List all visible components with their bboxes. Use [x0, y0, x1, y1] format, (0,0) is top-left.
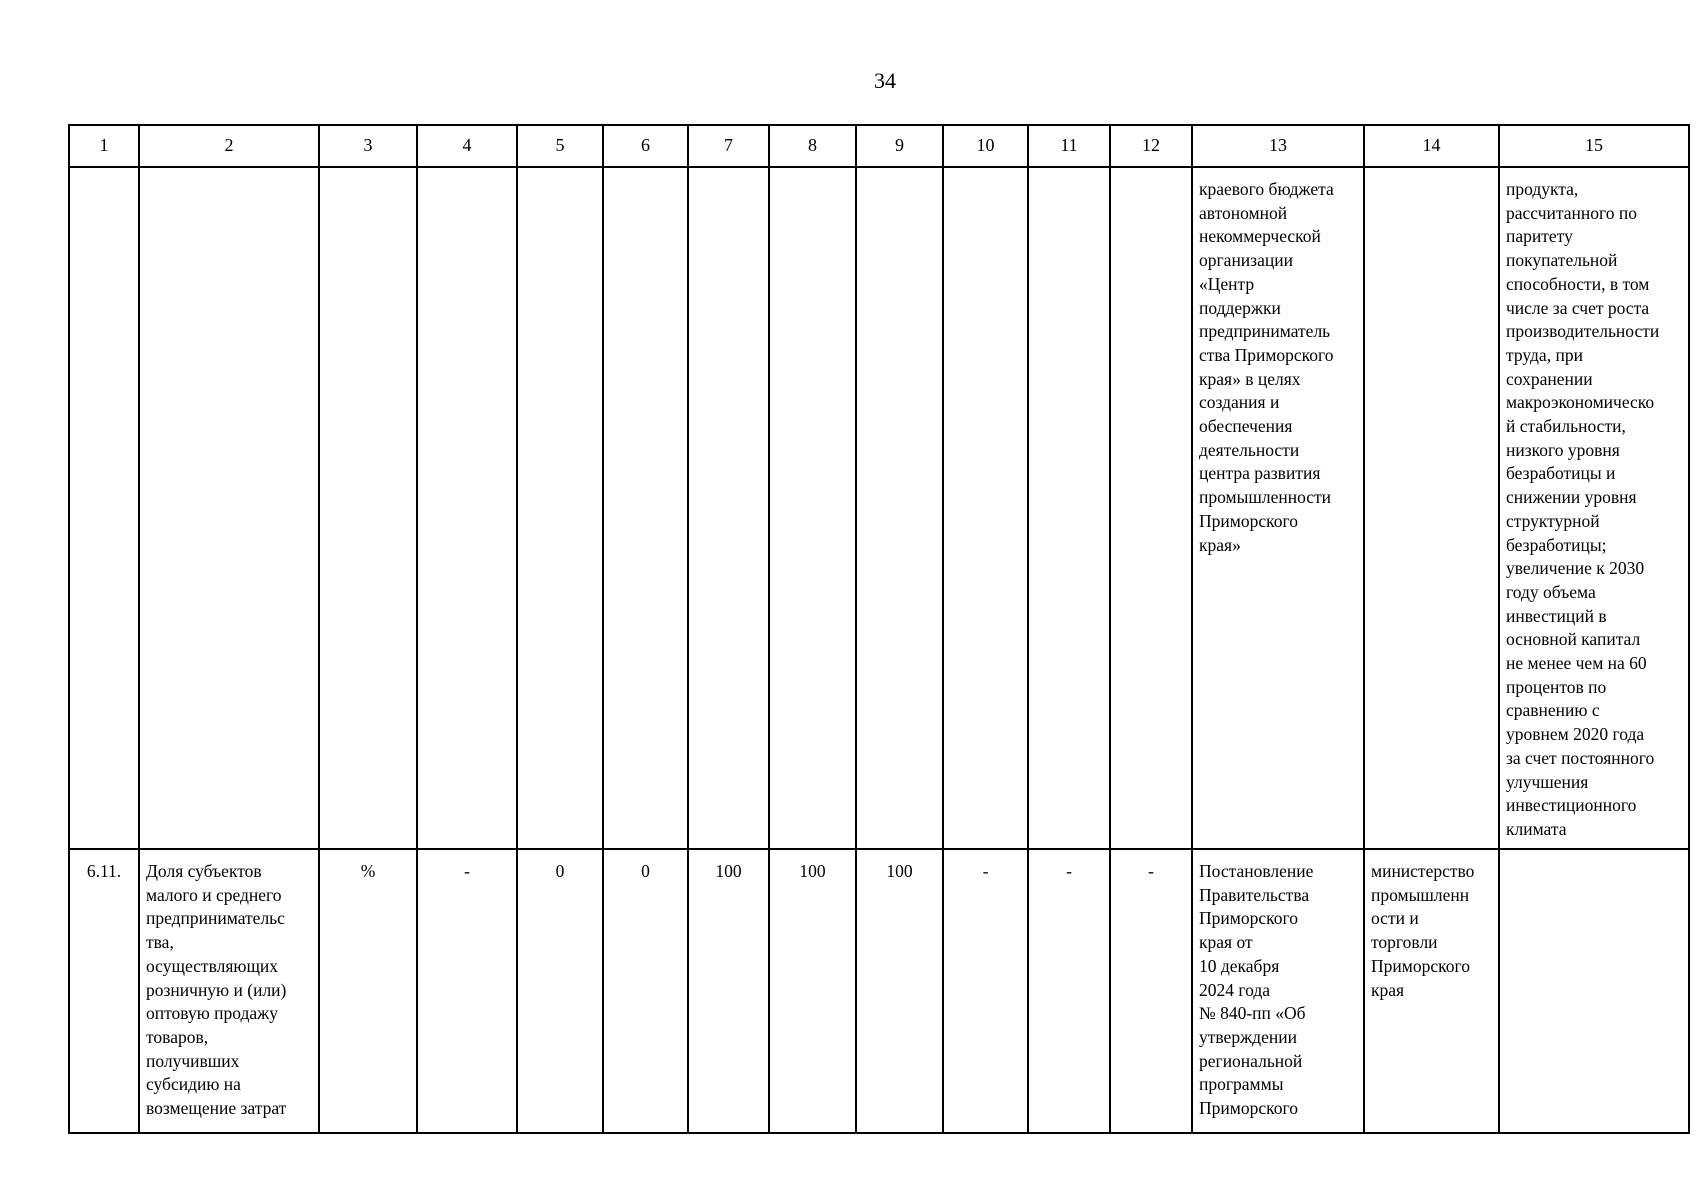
header-col-13: 13 [1192, 125, 1364, 167]
header-col-8: 8 [769, 125, 856, 167]
cont-cell-14 [1364, 167, 1499, 849]
cont-cell-7 [688, 167, 769, 849]
indicator-name: Доля субъектов малого и среднего предпринимательс тва, осуществляющих розничную и (или) оптовую продажу товаров, получивших субсидию на возмещение затрат [139, 849, 319, 1133]
cont-cell-13-legal-basis: краевого бюджета автономной некоммерческой организации «Центр поддержки предприниматель ства Приморского края» в целях создания и обеспечения деятельности центра развития промышленности Приморского края» [1192, 167, 1364, 849]
value-col-11: - [1028, 849, 1110, 1133]
legal-basis: Постановление Правительства Приморского края от 10 декабря 2024 года № 840-пп «Об утверждении региональной программы Приморского [1192, 849, 1364, 1133]
header-col-4: 4 [417, 125, 517, 167]
value-col-6: 0 [603, 849, 688, 1133]
page-number: 34 [874, 68, 896, 93]
column-number-header-row [69, 125, 1689, 167]
header-col-12: 12 [1110, 125, 1192, 167]
value-col-12: - [1110, 849, 1192, 1133]
cont-cell-4 [417, 167, 517, 849]
table-row-6-11 [69, 849, 1689, 1133]
header-col-9: 9 [856, 125, 943, 167]
cont-cell-5 [517, 167, 603, 849]
cont-cell-11 [1028, 167, 1110, 849]
header-col-14: 14 [1364, 125, 1499, 167]
cont-cell-8 [769, 167, 856, 849]
header-col-15: 15 [1499, 125, 1689, 167]
value-col-4: - [417, 849, 517, 1133]
header-col-5: 5 [517, 125, 603, 167]
indicators-table [68, 124, 1690, 1134]
value-col-10: - [943, 849, 1028, 1133]
cont-cell-6 [603, 167, 688, 849]
cont-cell-12 [1110, 167, 1192, 849]
responsible-body: министерство промышленн ости и торговли Приморского края [1364, 849, 1499, 1133]
header-col-7: 7 [688, 125, 769, 167]
value-col-9: 100 [856, 849, 943, 1133]
goal-link [1499, 849, 1689, 1133]
header-col-6: 6 [603, 125, 688, 167]
header-col-3: 3 [319, 125, 417, 167]
header-col-11: 11 [1028, 125, 1110, 167]
cont-cell-9 [856, 167, 943, 849]
continuation-row [69, 167, 1689, 849]
cont-cell-10 [943, 167, 1028, 849]
header-col-10: 10 [943, 125, 1028, 167]
row-number: 6.11. [69, 849, 139, 1133]
cont-cell-15-goal-link: продукта, рассчитанного по паритету покупательной способности, в том числе за счет роста производительности труда, при сохранении макроэкономическо й стабильности, низкого уровня безработицы и снижении уровня структурной безработицы; увеличение к 2030 году объема инвестиций в основной капитал не менее чем на 60 процентов по сравнению с уровнем 2020 года за счет постоянного улучшения инвестиционного климата [1499, 167, 1689, 849]
unit-of-measure: % [319, 849, 417, 1133]
cont-cell-1 [69, 167, 139, 849]
header-col-2: 2 [139, 125, 319, 167]
value-col-8: 100 [769, 849, 856, 1133]
value-col-7: 100 [688, 849, 769, 1133]
cont-cell-3 [319, 167, 417, 849]
header-col-1: 1 [69, 125, 139, 167]
value-col-5: 0 [517, 849, 603, 1133]
cont-cell-2 [139, 167, 319, 849]
